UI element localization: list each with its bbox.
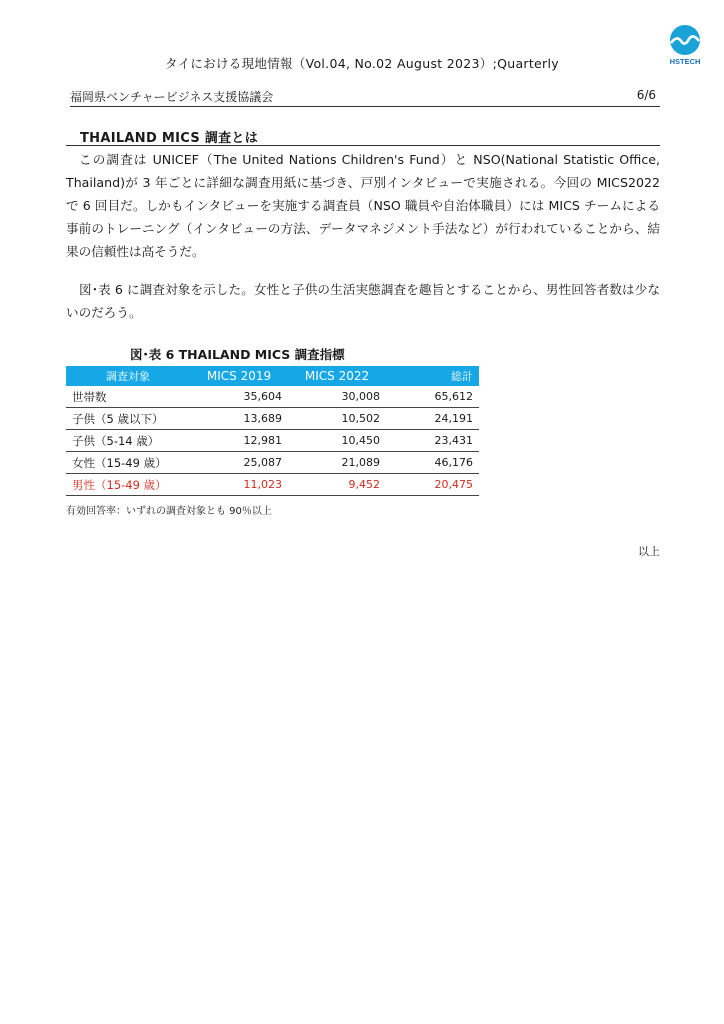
cell-2019: 25,087 [190, 452, 288, 474]
header-mics-2019: MICS 2019 [190, 366, 288, 386]
table-caption: 図･表 6 THAILAND MICS 調査指標 [130, 347, 345, 362]
cell-total: 46,176 [386, 452, 479, 474]
header-mics-2022: MICS 2022 [288, 366, 386, 386]
row-label: 世帯数 [66, 386, 190, 408]
table-reference-paragraph: 図･表 6 に調査対象を示した。女性と子供の生活実態調査を趣旨とすることから、男性回答者数は少ないのだろう。 [66, 282, 660, 320]
organization-name: 福岡県ベンチャービジネス支援協議会 [70, 90, 274, 104]
cell-2019: 35,604 [190, 386, 288, 408]
cell-2022: 21,089 [288, 452, 386, 474]
logo-text: HSTECH [669, 57, 701, 66]
cell-2022: 10,502 [288, 408, 386, 430]
header-total: 総計 [386, 366, 479, 386]
table-row [66, 430, 479, 452]
closing-text: 以上 [638, 545, 660, 558]
organization-line [70, 88, 660, 107]
page-number: 6/6 [636, 88, 656, 102]
table-row [66, 386, 479, 408]
cell-2019: 12,981 [190, 430, 288, 452]
row-label: 女性（15-49 歳） [66, 452, 190, 474]
header-target: 調査対象 [66, 366, 190, 386]
intro-paragraph: この調査は UNICEF（The United Nations Children's Fund）と NSO(National Statistic Office, Thailand)が 3 年ごとに詳細な調査用紙に基づき、戸別インタビューで実施される。今回の MICS2022 で 6 回目だ。しかもインタビューを実施する調査員（NSO 職員や自治体職員）には MICS チームによる事前のトレーニング（インタビューの方法、データマネジメント手法など）が行われていることから、結果の信頼性は高そうだ。 [66, 152, 660, 259]
cell-total: 23,431 [386, 430, 479, 452]
table-row [66, 452, 479, 474]
table-footnote: 有効回答率：いずれの調査対象とも 90％以上 [66, 506, 272, 517]
row-label: 男性（15-49 歳） [66, 474, 190, 496]
row-label: 子供（5 歳以下） [66, 408, 190, 430]
cell-2022: 9,452 [288, 474, 386, 496]
row-label: 子供（5-14 歳） [66, 430, 190, 452]
cell-2019: 13,689 [190, 408, 288, 430]
mics-indicator-table [66, 366, 479, 496]
cell-2019: 11,023 [190, 474, 288, 496]
hstech-logo-icon [668, 24, 702, 68]
section-heading: THAILAND MICS 調査とは [80, 131, 259, 146]
cell-2022: 10,450 [288, 430, 386, 452]
cell-2022: 30,008 [288, 386, 386, 408]
cell-total: 24,191 [386, 408, 479, 430]
table-row [66, 408, 479, 430]
cell-total: 20,475 [386, 474, 479, 496]
cell-total: 65,612 [386, 386, 479, 408]
table-row-highlighted [66, 474, 479, 496]
table-header-row [66, 366, 479, 386]
document-header-title: タイにおける現地情報（Vol.04, No.02 August 2023）;Quarterly [165, 56, 559, 71]
section-divider [66, 145, 660, 146]
